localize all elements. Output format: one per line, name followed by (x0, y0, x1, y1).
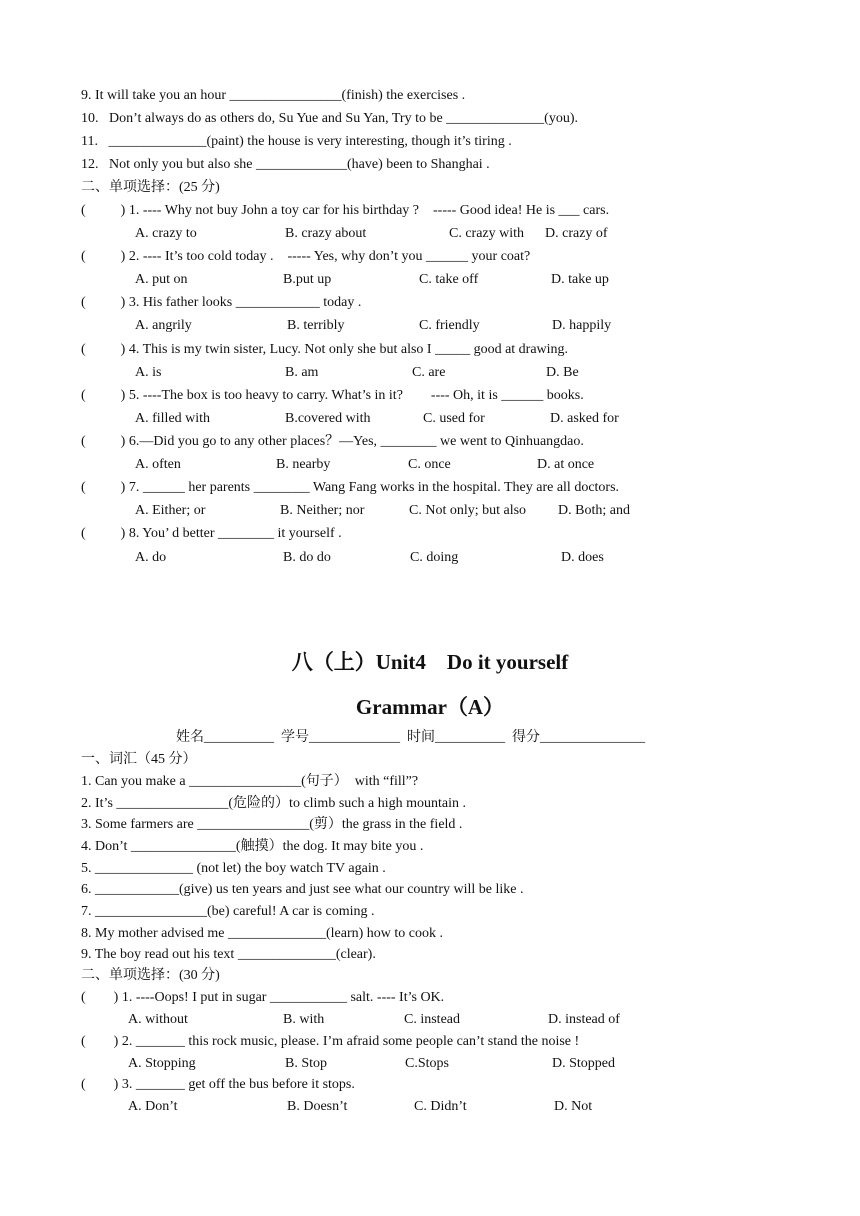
mc-option: A. crazy to (135, 226, 197, 241)
mc-option: B.covered with (285, 411, 371, 426)
vocab-item: 2. It’s ________________(危险的）to climb such a high mountain . (81, 796, 466, 811)
mc-question: ( ) 1. ---- Why not buy John a toy car for his birthday ? ----- Good idea! He is ___ cars. (81, 203, 610, 218)
vocab-item: 4. Don’t _______________(触摸）the dog. It may bite you . (81, 839, 424, 854)
page-title: 八（上）Unit4 Do it yourself (291, 650, 569, 674)
mc-option: D. happily (552, 318, 612, 333)
vocab-item: 1. Can you make a ________________(句子） with “fill”? (81, 774, 419, 789)
vocab-item: 8. My mother advised me ______________(learn) how to cook . (81, 926, 443, 941)
mc-option: B. Doesn’t (287, 1099, 348, 1114)
mc-option: C.Stops (405, 1056, 449, 1071)
mc-option: C. take off (419, 272, 479, 287)
mc-option: B. terribly (287, 318, 345, 333)
mc-option: C. Didn’t (414, 1099, 467, 1114)
mc-option: D. at once (537, 457, 595, 472)
page-subtitle: Grammar（A） (355, 695, 505, 719)
mc-option: B. nearby (276, 457, 331, 472)
vocab-item: 6. ____________(give) us ten years and just see what our country will be like . (81, 882, 524, 897)
mc-option: A. is (135, 365, 162, 380)
mc-option: A. angrily (135, 318, 192, 333)
mc-question: ( ) 1. ----Oops! I put in sugar ___________ salt. ---- It’s OK. (81, 990, 445, 1005)
mc-option: C. once (408, 457, 451, 472)
section-heading: 二、单项选择：(30 分) (81, 968, 220, 983)
mc-option: B.put up (283, 272, 332, 287)
vocab-item: 3. Some farmers are ________________(剪）the grass in the field . (81, 817, 463, 832)
fill-item: 12. Not only you but also she _____________(have) been to Shanghai . (81, 157, 490, 172)
mc-question: ( ) 6.—Did you go to any other places？—Yes, ________ we went to Qinhuangdao. (81, 434, 584, 449)
mc-option: A. put on (135, 272, 188, 287)
mc-option: B. Stop (285, 1056, 328, 1071)
mc-option: D. does (561, 550, 604, 565)
mc-question: ( ) 7. ______ her parents ________ Wang Fang works in the hospital. They are all doctors. (81, 480, 620, 495)
vocab-item: 7. ________________(be) careful! A car is coming . (81, 904, 375, 919)
mc-option: D. crazy of (545, 226, 608, 241)
student-info-line: 姓名__________ 学号_____________ 时间__________ 得分_______________ (176, 730, 645, 745)
section-heading: 二、单项选择：(25 分) (81, 180, 220, 195)
mc-option: C. Not only; but also (409, 503, 527, 518)
mc-question: ( ) 2. ---- It’s too cold today . ----- Yes, why don’t you ______ your coat? (81, 249, 531, 264)
mc-option: C. used for (423, 411, 485, 426)
mc-option: D. Stopped (552, 1056, 615, 1071)
mc-option: A. Stopping (128, 1056, 196, 1071)
fill-item: 10. Don’t always do as others do, Su Yue and Su Yan, Try to be ______________(you). (81, 111, 578, 126)
vocab-item: 9. The boy read out his text ______________(clear). (81, 947, 376, 962)
mc-question: ( ) 5. ----The box is too heavy to carry. What’s in it? ---- Oh, it is ______ books. (81, 388, 584, 403)
mc-option: B. with (283, 1012, 325, 1027)
mc-option: D. asked for (550, 411, 619, 426)
mc-option: A. often (135, 457, 181, 472)
mc-option: D. take up (551, 272, 609, 287)
mc-option: D. Not (554, 1099, 593, 1114)
mc-option: A. filled with (135, 411, 211, 426)
mc-option: A. Either; or (135, 503, 206, 518)
mc-option: A. without (128, 1012, 188, 1027)
mc-option: D. instead of (548, 1012, 620, 1027)
mc-option: B. am (285, 365, 319, 380)
mc-option: C. are (412, 365, 446, 380)
mc-option: B. Neither; nor (280, 503, 365, 518)
mc-option: A. do (135, 550, 167, 565)
fill-item: 9. It will take you an hour ________________(finish) the exercises . (81, 88, 466, 103)
mc-question: ( ) 2. _______ this rock music, please. I’m afraid some people can’t stand the noise ! (81, 1034, 580, 1049)
mc-option: C. friendly (419, 318, 480, 333)
section-heading: 一、词汇（45 分） (81, 752, 197, 767)
fill-item: 11. ______________(paint) the house is very interesting, though it’s tiring . (81, 134, 512, 149)
mc-option: D. Both; and (558, 503, 630, 518)
mc-question: ( ) 3. His father looks ____________ today . (81, 295, 362, 310)
mc-question: ( ) 3. _______ get off the bus before it stops. (81, 1077, 355, 1092)
vocab-item: 5. ______________ (not let) the boy watch TV again . (81, 861, 386, 876)
mc-option: D. Be (546, 365, 579, 380)
mc-option: C. crazy with (449, 226, 525, 241)
mc-option: C. instead (404, 1012, 460, 1027)
mc-question: ( ) 4. This is my twin sister, Lucy. Not only she but also I _____ good at drawing. (81, 342, 569, 357)
mc-option: C. doing (410, 550, 459, 565)
mc-option: A. Don’t (128, 1099, 178, 1114)
mc-question: ( ) 8. You’ d better ________ it yourself . (81, 526, 342, 541)
mc-option: B. do do (283, 550, 331, 565)
mc-option: B. crazy about (285, 226, 367, 241)
